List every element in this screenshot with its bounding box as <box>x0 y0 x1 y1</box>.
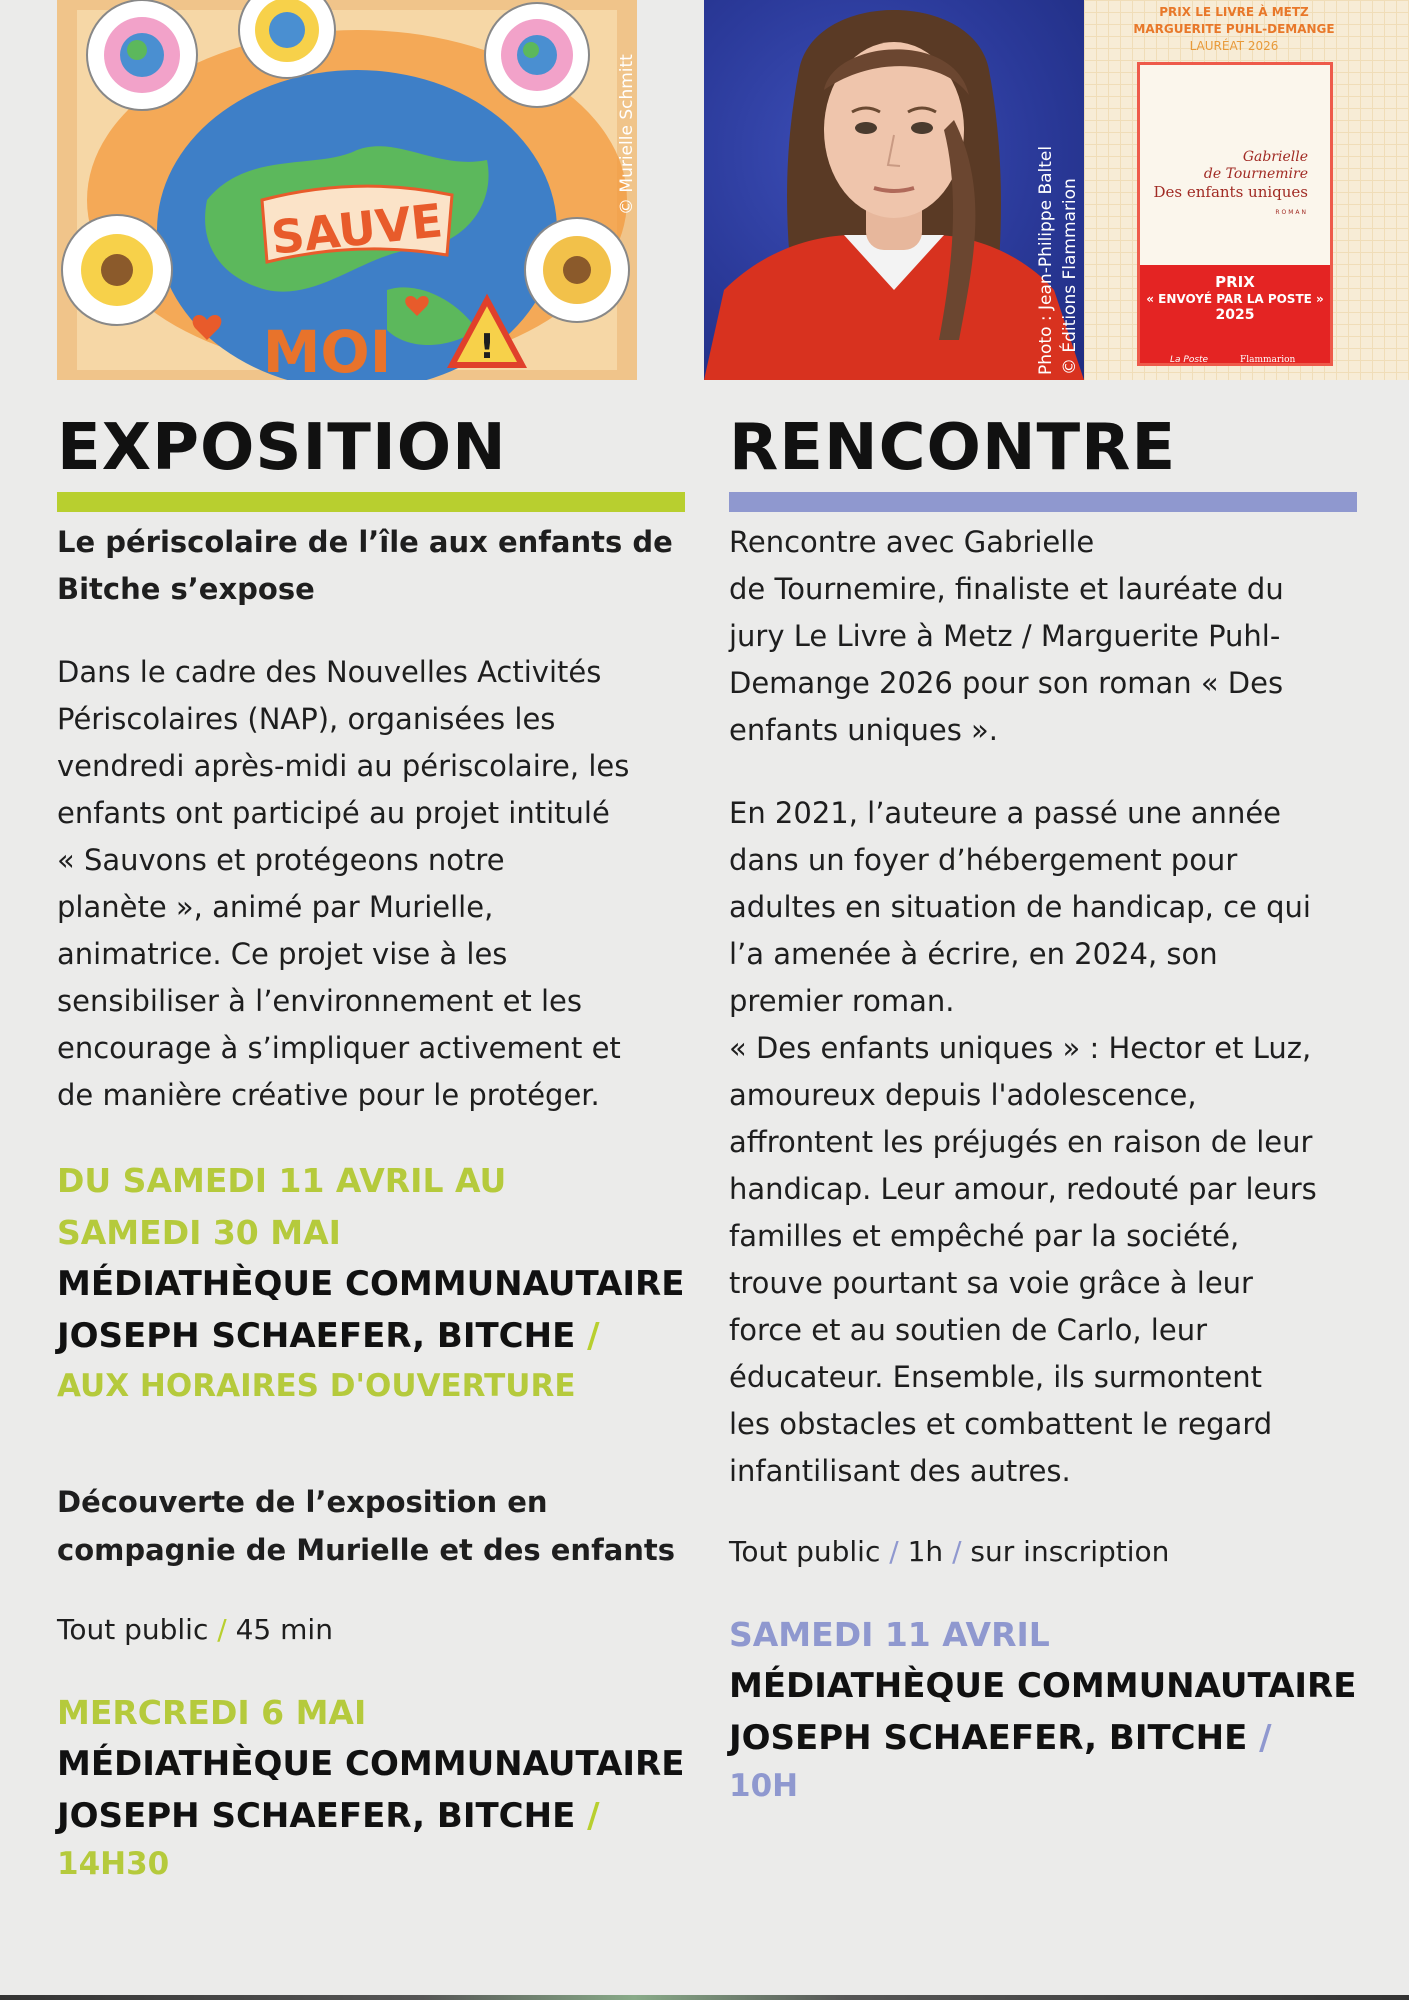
rencontre-duration: 1h <box>907 1535 944 1568</box>
rencontre-body-line: familles et empêché par la société, <box>729 1219 1240 1253</box>
book-author-line-1: Gabrielle <box>1242 149 1308 165</box>
rencontre-body-line: affrontent les préjugés en raison de leur <box>729 1125 1313 1159</box>
exposition-date-line-2: SAMEDI 30 MAI <box>57 1213 341 1252</box>
rencontre-body-line: handicap. Leur amour, redouté par leurs <box>729 1172 1317 1206</box>
rencontre-intro-line: de Tournemire, finaliste et lauréate du <box>729 572 1284 606</box>
rencontre-body-line: premier roman. <box>729 984 955 1018</box>
exposition-lead-line-2: Bitche s’expose <box>57 572 315 606</box>
exposition-body-line: enfants ont participé au projet intitulé <box>57 796 610 830</box>
exposition-place-text: JOSEPH SCHAEFER, BITCHE <box>57 1316 576 1356</box>
rencontre-date: SAMEDI 11 AVRIL <box>729 1615 1050 1654</box>
rencontre-audience: Tout public <box>729 1535 881 1568</box>
band-year: 2025 <box>1215 307 1255 323</box>
exposition-body-line: Dans le cadre des Nouvelles Activités <box>57 655 602 689</box>
rencontre-intro-line: Rencontre avec Gabrielle <box>729 525 1095 559</box>
exposition-photo-credit: © Murielle Schmitt <box>617 54 637 215</box>
author-portrait <box>704 0 1084 380</box>
exposition-hours: AUX HORAIRES D'OUVERTURE <box>57 1368 576 1404</box>
rencontre-body-line: force et au soutien de Carlo, leur <box>729 1313 1207 1347</box>
visit-audience: Tout public <box>57 1613 209 1646</box>
book-title: Des enfants uniques <box>1153 183 1308 201</box>
rencontre-meta-slash-2: / <box>952 1535 962 1568</box>
rencontre-body-line: infantilisant des autres. <box>729 1454 1071 1488</box>
rencontre-meta <box>729 1532 1169 1572</box>
exposition-body-line: planète », animé par Murielle, <box>57 890 494 924</box>
book-author-line-2: de Tournemire <box>1203 166 1308 182</box>
exposition-body-line: « Sauvons et protégeons notre <box>57 843 505 877</box>
rencontre-place-slash: / <box>1259 1718 1272 1758</box>
visit-duration: 45 min <box>235 1613 333 1646</box>
book-prize-band <box>1140 265 1330 363</box>
book-prize-line-3: LAURÉAT 2026 <box>1189 39 1279 53</box>
rencontre-intro-line: Demange 2026 pour son roman « Des <box>729 666 1284 700</box>
visit-hours: 14H30 <box>57 1846 170 1882</box>
book-genre: ROMAN <box>1275 209 1308 216</box>
la-poste-logo: La Poste <box>1170 355 1209 365</box>
exposition-place-line-1: MÉDIATHÈQUE COMMUNAUTAIRE <box>57 1264 685 1304</box>
exposition-body-line: de manière créative pour le protéger. <box>57 1078 600 1112</box>
exposition-lead-line-1: Le périscolaire de l’île aux enfants de <box>57 525 673 559</box>
visit-lead-line-1: Découverte de l’exposition en <box>57 1485 548 1519</box>
rencontre-hours: 10H <box>729 1768 799 1804</box>
rencontre-place-text: JOSEPH SCHAEFER, BITCHE <box>729 1718 1248 1758</box>
rencontre-body-line: l’a amenée à écrire, en 2024, son <box>729 937 1218 971</box>
exposition-heading: EXPOSITION <box>57 411 507 485</box>
visit-meta-slash: / <box>217 1613 227 1646</box>
rencontre-body-line: adultes en situation de handicap, ce qui <box>729 890 1311 924</box>
author-portrait-credit-line-1: Photo : Jean-Philippe Baltel <box>1036 145 1056 375</box>
visit-place-line-1: MÉDIATHÈQUE COMMUNAUTAIRE <box>57 1744 685 1784</box>
rencontre-body-line: trouve pourtant sa voie grâce à leur <box>729 1266 1253 1300</box>
visit-date: MERCREDI 6 MAI <box>57 1693 367 1732</box>
rencontre-place-line-1: MÉDIATHÈQUE COMMUNAUTAIRE <box>729 1666 1357 1706</box>
exposition-body-line: sensibiliser à l’environnement et les <box>57 984 583 1018</box>
exposition-body-line: animatrice. Ce projet vise à les <box>57 937 508 971</box>
visit-lead-line-2: compagnie de Murielle et des enfants <box>57 1533 676 1567</box>
exposition-body-line: vendredi après-midi au périscolaire, les <box>57 749 630 783</box>
rencontre-meta-slash-1: / <box>889 1535 899 1568</box>
rencontre-place-line-2 <box>729 1712 1272 1764</box>
visit-place-text: JOSEPH SCHAEFER, BITCHE <box>57 1796 576 1836</box>
exposition-body-line: encourage à s’impliquer activement et <box>57 1031 621 1065</box>
rencontre-body-line: « Des enfants uniques » : Hector et Luz, <box>729 1031 1312 1065</box>
drawing-word-moi: MOI <box>262 318 392 380</box>
visit-place-line-2 <box>57 1790 600 1842</box>
visit-place-slash: / <box>587 1796 600 1836</box>
rencontre-intro-line: enfants uniques ». <box>729 713 999 747</box>
rencontre-body-line: En 2021, l’auteure a passé une année <box>729 796 1282 830</box>
book-author <box>1204 149 1308 183</box>
rencontre-heading: RENCONTRE <box>729 411 1177 485</box>
flammarion-logo: Flammarion <box>1240 355 1296 365</box>
book-cover-panel <box>1084 0 1409 380</box>
band-envoye: « ENVOYÉ PAR LA POSTE » <box>1146 292 1324 306</box>
svg-text:!: ! <box>479 327 495 367</box>
children-drawing-illustration <box>57 0 637 380</box>
rencontre-body-line: éducateur. Ensemble, ils surmontent <box>729 1360 1262 1394</box>
exposition-body-line: Périscolaires (NAP), organisées les <box>57 702 556 736</box>
author-portrait-illustration <box>704 0 1084 380</box>
rencontre-registration: sur inscription <box>970 1535 1170 1568</box>
rencontre-body-line: amoureux depuis l'adolescence, <box>729 1078 1197 1112</box>
drawing-word-sauve: SAUVE <box>268 193 446 265</box>
band-prix: PRIX <box>1215 273 1255 291</box>
exposition-photo <box>57 0 637 380</box>
book-prize-line-1: PRIX LE LIVRE À METZ <box>1159 5 1309 19</box>
author-portrait-credit-line-2: © Éditions Flammarion <box>1060 178 1080 375</box>
exposition-date-line-1: DU SAMEDI 11 AVRIL AU <box>57 1161 507 1200</box>
rencontre-body-line: dans un foyer d’hébergement pour <box>729 843 1238 877</box>
rencontre-body-line: les obstacles et combattent le regard <box>729 1407 1273 1441</box>
exposition-place-line-2 <box>57 1310 600 1362</box>
rencontre-rule <box>729 492 1357 512</box>
visit-meta <box>57 1610 333 1650</box>
page-bottom-strip <box>0 1995 1409 2000</box>
rencontre-intro-line: jury Le Livre à Metz / Marguerite Puhl- <box>729 619 1281 653</box>
book-prize-line-2: MARGUERITE PUHL-DEMANGE <box>1133 22 1335 36</box>
book-cover <box>1137 62 1333 366</box>
exposition-place-slash: / <box>587 1316 600 1356</box>
exposition-rule <box>57 492 685 512</box>
